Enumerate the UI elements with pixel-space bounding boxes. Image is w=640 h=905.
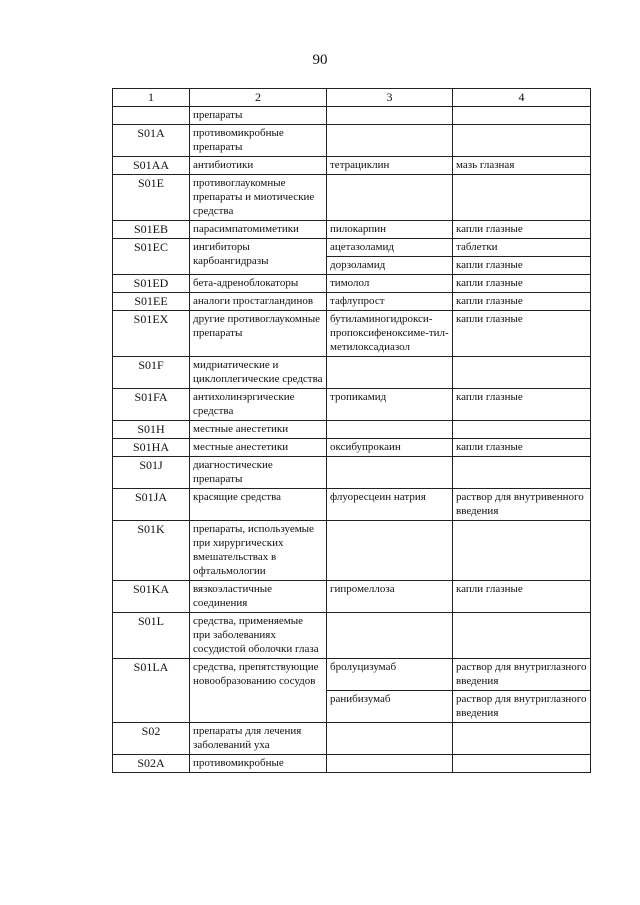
drug-name: флуоресцеин натрия [327, 489, 453, 521]
drug-name [327, 521, 453, 581]
group-name: местные анестетики [190, 421, 327, 439]
table-row [113, 125, 591, 157]
group-name: парасимпатомиметики [190, 221, 327, 239]
drug-name: тафлупрост [327, 293, 453, 311]
atc-code [113, 107, 190, 125]
dosage-form: раствор для внутриглазного введения [453, 659, 591, 691]
drug-name: оксибупрокаин [327, 439, 453, 457]
drug-name: тропикамид [327, 389, 453, 421]
table-row [113, 311, 591, 357]
group-name: ингибиторы карбоангидразы [190, 239, 327, 275]
drug-name: дорзоламид [327, 257, 453, 275]
drug-name [327, 175, 453, 221]
group-name: противомикробные препараты [190, 125, 327, 157]
atc-code: S01AA [113, 157, 190, 175]
atc-code: S01EX [113, 311, 190, 357]
atc-code: S01F [113, 357, 190, 389]
atc-code: S02 [113, 723, 190, 755]
atc-code: S01JA [113, 489, 190, 521]
atc-code: S01FA [113, 389, 190, 421]
dosage-form: капли глазные [453, 275, 591, 293]
table-row [113, 275, 591, 293]
table-row [113, 293, 591, 311]
dosage-form [453, 107, 591, 125]
dosage-form [453, 457, 591, 489]
column-header-code: 1 [113, 89, 190, 107]
drug-name [327, 357, 453, 389]
dosage-form: капли глазные [453, 439, 591, 457]
table-row [113, 581, 591, 613]
drug-classification-table [112, 88, 591, 773]
group-name: противомикробные [190, 755, 327, 773]
table-row [113, 521, 591, 581]
table-header-row [113, 89, 591, 107]
column-header-group: 2 [190, 89, 327, 107]
dosage-form [453, 613, 591, 659]
atc-code: S01EB [113, 221, 190, 239]
atc-code: S01EC [113, 239, 190, 275]
table-row [113, 107, 591, 125]
group-name: антибиотики [190, 157, 327, 175]
table-row [113, 659, 591, 691]
table-row [113, 439, 591, 457]
drug-name [327, 723, 453, 755]
drug-name: пилокарпин [327, 221, 453, 239]
atc-code: S01LA [113, 659, 190, 723]
drug-name [327, 107, 453, 125]
table-row [113, 755, 591, 773]
dosage-form [453, 723, 591, 755]
table-row [113, 239, 591, 257]
dosage-form: капли глазные [453, 257, 591, 275]
group-name: красящие средства [190, 489, 327, 521]
drug-name [327, 613, 453, 659]
atc-code: S01HA [113, 439, 190, 457]
dosage-form: раствор для внутривенного введения [453, 489, 591, 521]
table-row [113, 457, 591, 489]
atc-code: S01H [113, 421, 190, 439]
drug-name: бутиламиногидрокси-пропоксифеноксиме-тил-метилоксадиазол [327, 311, 453, 357]
drug-name: гипромеллоза [327, 581, 453, 613]
drug-name: тетрациклин [327, 157, 453, 175]
table-row [113, 613, 591, 659]
dosage-form [453, 421, 591, 439]
group-name: вязкоэластичные соединения [190, 581, 327, 613]
drug-name [327, 755, 453, 773]
group-name: местные анестетики [190, 439, 327, 457]
drug-name: ранибизумаб [327, 691, 453, 723]
group-name: средства, препятствующие новообразованию сосудов [190, 659, 327, 723]
dosage-form: капли глазные [453, 389, 591, 421]
dosage-form: капли глазные [453, 581, 591, 613]
table-row [113, 357, 591, 389]
group-name: противоглаукомные препараты и миотические средства [190, 175, 327, 221]
group-name: препараты [190, 107, 327, 125]
atc-code: S01ED [113, 275, 190, 293]
dosage-form [453, 357, 591, 389]
dosage-form: капли глазные [453, 221, 591, 239]
atc-code: S01KA [113, 581, 190, 613]
atc-code: S01A [113, 125, 190, 157]
table-row [113, 723, 591, 755]
table-row [113, 175, 591, 221]
atc-code: S01E [113, 175, 190, 221]
dosage-form [453, 175, 591, 221]
table-row [113, 389, 591, 421]
group-name: бета-адреноблокаторы [190, 275, 327, 293]
table-row [113, 157, 591, 175]
group-name: препараты, используемые при хирургических вмешательствах в офтальмологии [190, 521, 327, 581]
atc-code: S01K [113, 521, 190, 581]
drug-name: тимолол [327, 275, 453, 293]
dosage-form: раствор для внутриглазного введения [453, 691, 591, 723]
atc-code: S02A [113, 755, 190, 773]
dosage-form: таблетки [453, 239, 591, 257]
column-header-drug: 3 [327, 89, 453, 107]
dosage-form: капли глазные [453, 293, 591, 311]
group-name: средства, применяемые при заболеваниях сосудистой оболочки глаза [190, 613, 327, 659]
group-name: антихолинэргические средства [190, 389, 327, 421]
group-name: диагностические препараты [190, 457, 327, 489]
group-name: препараты для лечения заболеваний уха [190, 723, 327, 755]
group-name: мидриатические и циклоплегические средства [190, 357, 327, 389]
dosage-form [453, 125, 591, 157]
atc-code: S01EE [113, 293, 190, 311]
dosage-form [453, 755, 591, 773]
table-row [113, 489, 591, 521]
page-number: 90 [312, 52, 328, 68]
table-row [113, 421, 591, 439]
drug-name [327, 421, 453, 439]
group-name: аналоги простагландинов [190, 293, 327, 311]
dosage-form: капли глазные [453, 311, 591, 357]
drug-name [327, 125, 453, 157]
dosage-form: мазь глазная [453, 157, 591, 175]
dosage-form [453, 521, 591, 581]
column-header-form: 4 [453, 89, 591, 107]
atc-code: S01J [113, 457, 190, 489]
group-name: другие противоглаукомные препараты [190, 311, 327, 357]
drug-name [327, 457, 453, 489]
drug-name: ацетазоламид [327, 239, 453, 257]
table-row [113, 221, 591, 239]
drug-name: бролуцизумаб [327, 659, 453, 691]
atc-code: S01L [113, 613, 190, 659]
